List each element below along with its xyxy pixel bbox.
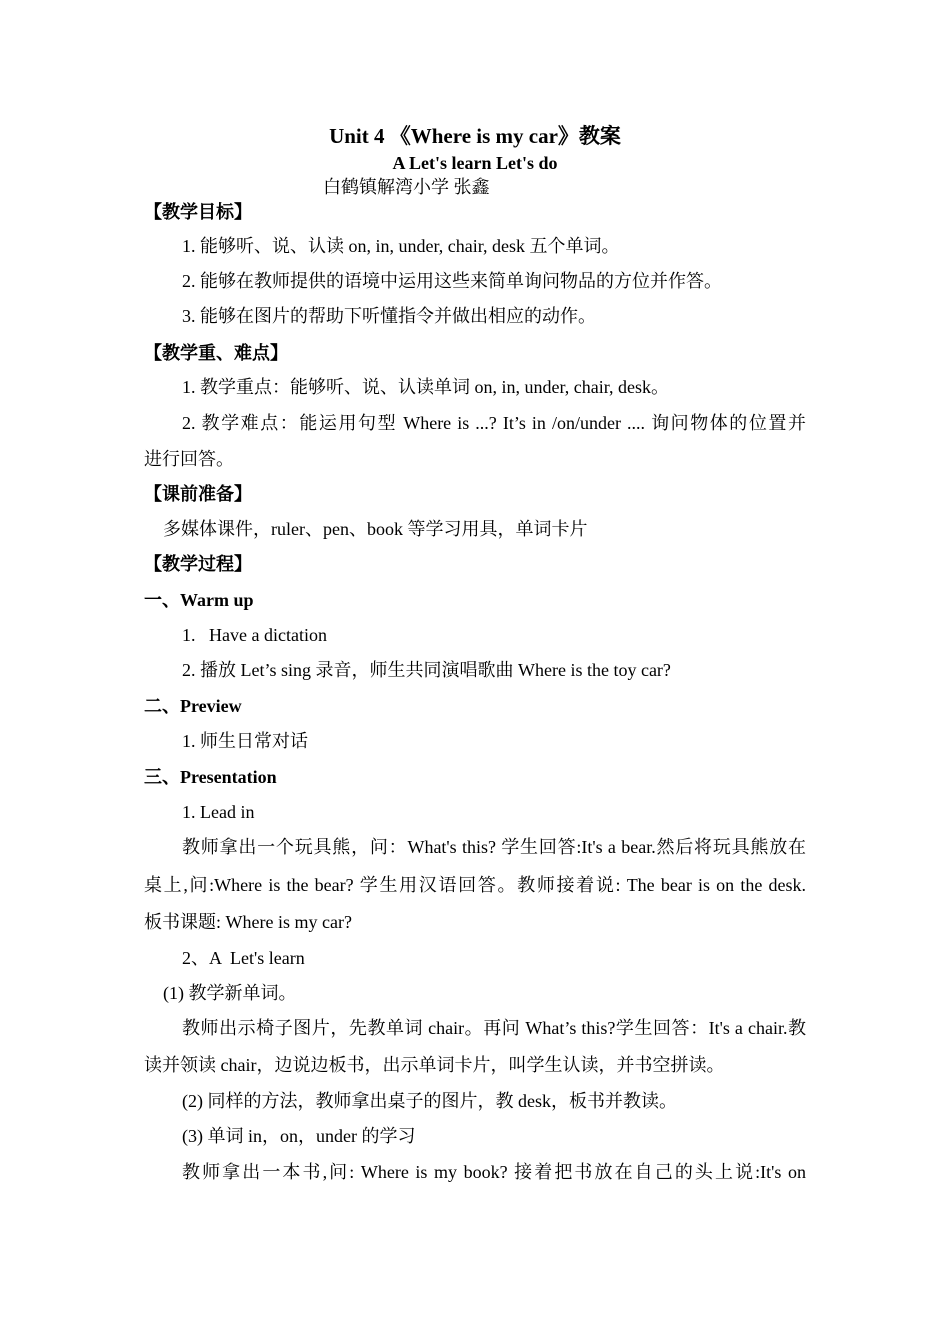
- author-line: 白鹤镇解湾小学 张鑫: [323, 177, 490, 197]
- chair-paragraph-line: 教师出示椅子图片，先教单词 chair。再问 What’s this?学生回答：It's a chair.教: [182, 1018, 806, 1038]
- lets-learn-heading: 2、A Let's learn: [182, 948, 305, 968]
- preview-item: 1. 师生日常对话: [182, 731, 308, 751]
- step-heading: (3) 单词 in，on，under 的学习: [182, 1126, 416, 1146]
- chair-paragraph-line: 读并领读 chair，边说边板书，出示单词卡片，叫学生认读，并书空拼读。: [144, 1055, 725, 1075]
- presentation-heading: 三、Presentation: [144, 767, 277, 787]
- lead-in-paragraph-line: 板书课题: Where is my car?: [144, 912, 352, 932]
- lead-in-heading: 1. Lead in: [182, 802, 255, 822]
- page-subtitle: A Let's learn Let's do: [392, 153, 558, 173]
- preview-heading: 二、Preview: [144, 696, 242, 716]
- page-title: Unit 4 《Where is my car》教案: [329, 124, 621, 148]
- difficulty-line: 2. 教学难点：能运用句型 Where is ...? It’s in /on/under .... 询问物体的位置并: [182, 413, 806, 433]
- lead-in-paragraph-line: 桌上,问:Where is the bear? 学生用汉语回答。教师接着说: The bear is on the desk.: [144, 875, 806, 895]
- book-paragraph-line: 教师拿出一本书,问: Where is my book? 接着把书放在自己的头上说:It's on: [182, 1162, 806, 1182]
- warmup-heading: 一、Warm up: [144, 590, 254, 610]
- preparation-heading: 【课前准备】: [144, 484, 252, 504]
- objective-item: 1. 能够听、说、认读 on, in, under, chair, desk 五个单词。: [182, 236, 620, 256]
- key-points-heading: 【教学重、难点】: [144, 343, 288, 363]
- process-heading: 【教学过程】: [144, 554, 252, 574]
- warmup-item: 2. 播放 Let’s sing 录音，师生共同演唱歌曲 Where is the toy car?: [182, 660, 671, 680]
- key-point-item: 1. 教学重点：能够听、说、认读单词 on, in, under, chair, desk。: [182, 377, 670, 397]
- preparation-text: 多媒体课件，ruler、pen、book 等学习用具，单词卡片: [163, 519, 588, 539]
- objectives-heading: 【教学目标】: [144, 202, 252, 222]
- step-heading: (2) 同样的方法，教师拿出桌子的图片，教 desk，板书并教读。: [182, 1091, 677, 1111]
- step-heading: (1) 教学新单词。: [163, 983, 297, 1003]
- difficulty-line-cont: 进行回答。: [144, 449, 234, 469]
- warmup-item: 1. Have a dictation: [182, 625, 327, 645]
- objective-item: 3. 能够在图片的帮助下听懂指令并做出相应的动作。: [182, 306, 596, 326]
- objective-item: 2. 能够在教师提供的语境中运用这些来简单询问物品的方位并作答。: [182, 271, 722, 291]
- lead-in-paragraph-line: 教师拿出一个玩具熊，问：What's this? 学生回答:It's a bear.然后将玩具熊放在: [182, 837, 806, 857]
